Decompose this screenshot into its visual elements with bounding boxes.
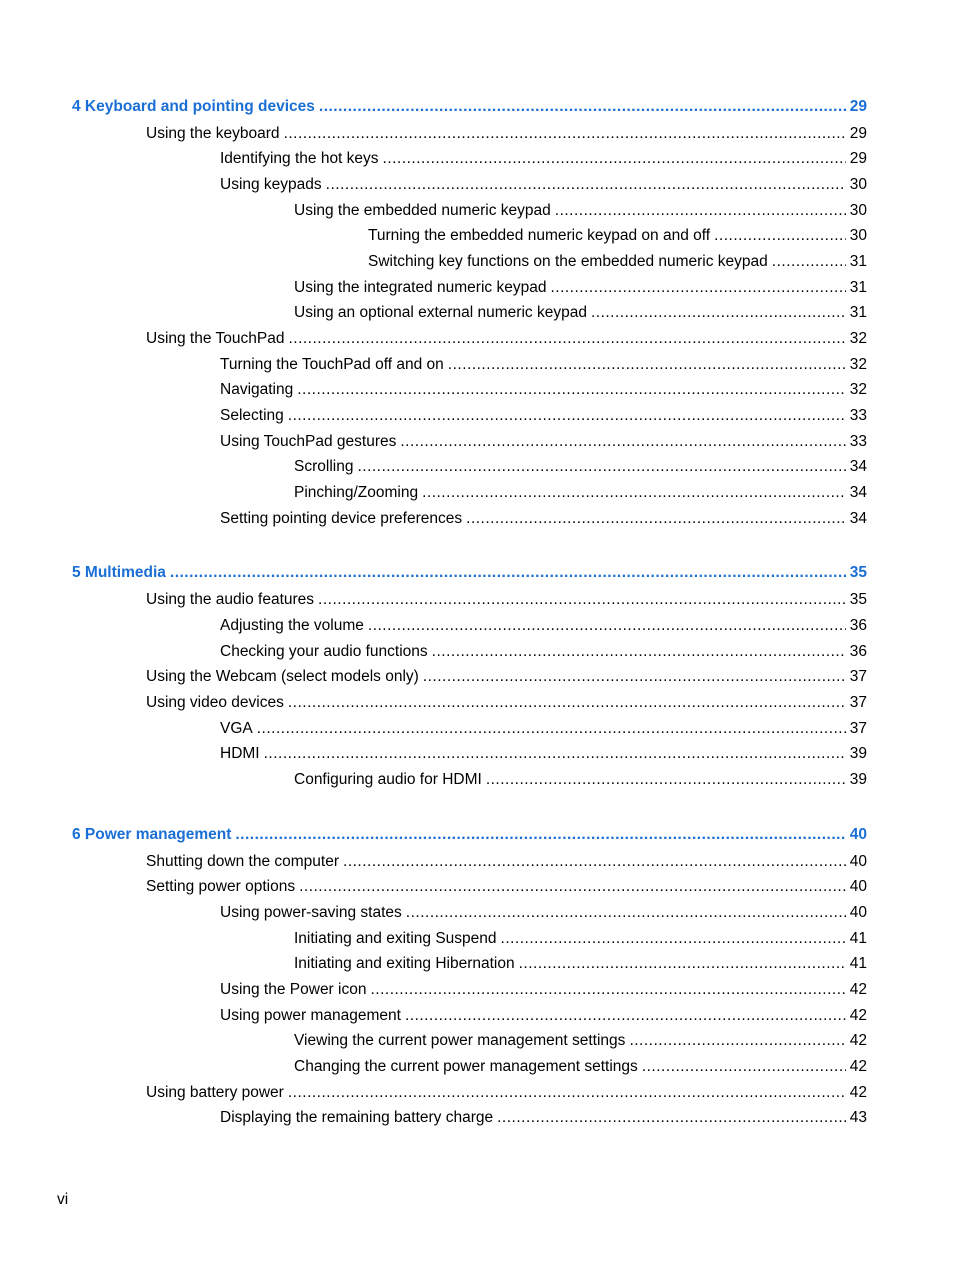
toc-entry[interactable] xyxy=(146,1083,867,1103)
dot-leader xyxy=(288,406,846,426)
dot-leader xyxy=(343,852,846,872)
toc-entry-page: 30 xyxy=(849,176,867,193)
dot-leader xyxy=(357,457,845,477)
toc-entry-page: 42 xyxy=(849,1032,867,1049)
toc-entry-page: 37 xyxy=(849,720,867,737)
toc-entry-page: 36 xyxy=(849,643,867,660)
toc-entry[interactable] xyxy=(294,303,867,323)
dot-leader xyxy=(642,1057,846,1077)
dot-leader xyxy=(423,667,846,687)
dot-leader xyxy=(235,825,845,845)
toc-entry[interactable] xyxy=(220,432,867,452)
toc-entry[interactable] xyxy=(220,1108,867,1128)
toc-entry-page: 40 xyxy=(849,826,867,843)
toc-entry[interactable] xyxy=(220,980,867,1000)
toc-entry-title: Navigating xyxy=(220,381,294,398)
toc-entry-page: 29 xyxy=(849,98,867,115)
toc-entry-title: Using the embedded numeric keypad xyxy=(294,202,551,219)
dot-leader xyxy=(555,201,846,221)
toc-entry-title: Checking your audio functions xyxy=(220,643,428,660)
toc-entry-page: 32 xyxy=(849,381,867,398)
toc-entry-title: Using the TouchPad xyxy=(146,330,285,347)
toc-entry-page: 30 xyxy=(849,202,867,219)
toc-entry-page: 34 xyxy=(849,458,867,475)
toc-chapter-entry[interactable] xyxy=(72,97,867,117)
toc-entry[interactable] xyxy=(220,509,867,529)
dot-leader xyxy=(448,355,846,375)
toc-entry[interactable] xyxy=(146,852,867,872)
toc-entry[interactable] xyxy=(220,903,867,923)
toc-entry-page: 42 xyxy=(849,1007,867,1024)
dot-leader xyxy=(170,563,846,583)
toc-entry-page: 29 xyxy=(849,150,867,167)
toc-entry-title: Initiating and exiting Suspend xyxy=(294,930,497,947)
toc-entry-page: 41 xyxy=(849,955,867,972)
toc-entry-title: Identifying the hot keys xyxy=(220,150,379,167)
toc-entry[interactable] xyxy=(294,770,867,790)
toc-entry-title: Using the Webcam (select models only) xyxy=(146,668,419,685)
toc-entry-title: Using keypads xyxy=(220,176,322,193)
toc-entry-page: 32 xyxy=(849,356,867,373)
toc-entry-page: 37 xyxy=(849,694,867,711)
toc-entry[interactable] xyxy=(146,329,867,349)
toc-chapter-entry[interactable] xyxy=(72,563,867,583)
dot-leader xyxy=(501,929,846,949)
dot-leader xyxy=(288,693,846,713)
dot-leader xyxy=(257,719,846,739)
toc-entry[interactable] xyxy=(368,252,867,272)
dot-leader xyxy=(284,124,846,144)
toc-entry-title: 4 Keyboard and pointing devices xyxy=(72,98,315,115)
toc-entry-page: 41 xyxy=(849,930,867,947)
toc-entry-page: 40 xyxy=(849,904,867,921)
dot-leader xyxy=(497,1108,846,1128)
toc-entry[interactable] xyxy=(294,483,867,503)
dot-leader xyxy=(299,877,846,897)
toc-entry-page: 43 xyxy=(849,1109,867,1126)
toc-entry-title: Using an optional external numeric keypad xyxy=(294,304,587,321)
toc-entry[interactable] xyxy=(220,149,867,169)
toc-entry-page: 42 xyxy=(849,981,867,998)
toc-entry-page: 35 xyxy=(849,564,867,581)
toc-entry-title: Turning the TouchPad off and on xyxy=(220,356,444,373)
toc-entry-title: Using the keyboard xyxy=(146,125,280,142)
toc-entry[interactable] xyxy=(220,616,867,636)
toc-entry[interactable] xyxy=(146,124,867,144)
toc-entry-page: 39 xyxy=(849,745,867,762)
toc-entry-title: Changing the current power management settings xyxy=(294,1058,638,1075)
toc-entry-title: Using TouchPad gestures xyxy=(220,433,397,450)
toc-entry-title: Using the integrated numeric keypad xyxy=(294,279,547,296)
toc-entry[interactable] xyxy=(146,693,867,713)
toc-entry-page: 40 xyxy=(849,853,867,870)
toc-entry[interactable] xyxy=(294,954,867,974)
dot-leader xyxy=(288,1083,846,1103)
toc-entry[interactable] xyxy=(294,929,867,949)
toc-entry[interactable] xyxy=(220,406,867,426)
dot-leader xyxy=(519,954,846,974)
toc-entry-title: Using the audio features xyxy=(146,591,315,608)
toc-entry-page: 33 xyxy=(849,407,867,424)
toc-entry-page: 33 xyxy=(849,433,867,450)
toc-entry-page: 34 xyxy=(849,484,867,501)
toc-entry-title: Using power management xyxy=(220,1007,401,1024)
toc-entry[interactable] xyxy=(294,278,867,298)
toc-entry-page: 34 xyxy=(849,510,867,527)
toc-entry-title: Configuring audio for HDMI xyxy=(294,771,482,788)
dot-leader xyxy=(772,252,846,272)
dot-leader xyxy=(264,744,846,764)
toc-entry[interactable] xyxy=(220,380,867,400)
toc-entry-page: 36 xyxy=(849,617,867,634)
toc-entry[interactable] xyxy=(146,667,867,687)
dot-leader xyxy=(629,1031,845,1051)
dot-leader xyxy=(383,149,846,169)
toc-entry[interactable] xyxy=(146,877,867,897)
toc-entry-page: 40 xyxy=(849,878,867,895)
dot-leader xyxy=(370,980,845,1000)
dot-leader xyxy=(406,903,846,923)
dot-leader xyxy=(466,509,846,529)
toc-entry[interactable] xyxy=(220,175,867,195)
toc-entry-title: Setting pointing device preferences xyxy=(220,510,463,527)
toc-entry-title: Using power-saving states xyxy=(220,904,402,921)
toc-entry-title: Viewing the current power management settings xyxy=(294,1032,626,1049)
toc-entry-title: VGA xyxy=(220,720,253,737)
toc-entry[interactable] xyxy=(294,201,867,221)
dot-leader xyxy=(368,616,846,636)
toc-entry-page: 31 xyxy=(849,253,867,270)
dot-leader xyxy=(297,380,846,400)
toc-entry-page: 35 xyxy=(849,591,867,608)
dot-leader xyxy=(319,97,846,117)
toc-entry-title: Turning the embedded numeric keypad on and off xyxy=(368,227,711,244)
toc-chapter-entry[interactable] xyxy=(72,825,867,845)
toc-entry-page: 31 xyxy=(849,279,867,296)
toc-entry-title: 5 Multimedia xyxy=(72,564,166,581)
toc-entry[interactable] xyxy=(294,1057,867,1077)
toc-entry-page: 39 xyxy=(849,771,867,788)
toc-entry-title: HDMI xyxy=(220,745,260,762)
toc-entry[interactable] xyxy=(368,226,867,246)
toc-entry-title: Switching key functions on the embedded numeric keypad xyxy=(368,253,768,270)
toc-entry[interactable] xyxy=(294,1031,867,1051)
dot-leader xyxy=(405,1006,846,1026)
toc-entry-title: Using battery power xyxy=(146,1084,284,1101)
dot-leader xyxy=(400,432,845,452)
toc-entry-page: 29 xyxy=(849,125,867,142)
toc-entry-page: 37 xyxy=(849,668,867,685)
toc-entry-title: Using video devices xyxy=(146,694,284,711)
toc-entry-title: Selecting xyxy=(220,407,284,424)
toc-entry-title: Scrolling xyxy=(294,458,354,475)
toc-entry-page: 31 xyxy=(849,304,867,321)
toc-entry-title: Displaying the remaining battery charge xyxy=(220,1109,494,1126)
toc-entry-title: Adjusting the volume xyxy=(220,617,364,634)
toc-entry-page: 30 xyxy=(849,227,867,244)
dot-leader xyxy=(714,226,846,246)
dot-leader xyxy=(591,303,846,323)
toc-entry-title: Shutting down the computer xyxy=(146,853,340,870)
dot-leader xyxy=(422,483,846,503)
toc-entry-title: Setting power options xyxy=(146,878,296,895)
dot-leader xyxy=(318,590,846,610)
toc-entry-title: Pinching/Zooming xyxy=(294,484,419,501)
toc-entry[interactable] xyxy=(146,590,867,610)
toc-entry[interactable] xyxy=(220,719,867,739)
toc-entry[interactable] xyxy=(220,744,867,764)
dot-leader xyxy=(550,278,845,298)
dot-leader xyxy=(486,770,846,790)
toc-entry[interactable] xyxy=(220,642,867,662)
toc-entry-title: Using the Power icon xyxy=(220,981,367,998)
toc-entry-title: 6 Power management xyxy=(72,826,232,843)
toc-entry[interactable] xyxy=(220,1006,867,1026)
page-number: vi xyxy=(57,1191,69,1208)
toc-entry-page: 42 xyxy=(849,1084,867,1101)
dot-leader xyxy=(326,175,846,195)
toc-entry-title: Initiating and exiting Hibernation xyxy=(294,955,515,972)
dot-leader xyxy=(288,329,845,349)
toc-entry[interactable] xyxy=(220,355,867,375)
toc-entry-page: 32 xyxy=(849,330,867,347)
dot-leader xyxy=(432,642,846,662)
toc-entry[interactable] xyxy=(294,457,867,477)
toc-entry-page: 42 xyxy=(849,1058,867,1075)
